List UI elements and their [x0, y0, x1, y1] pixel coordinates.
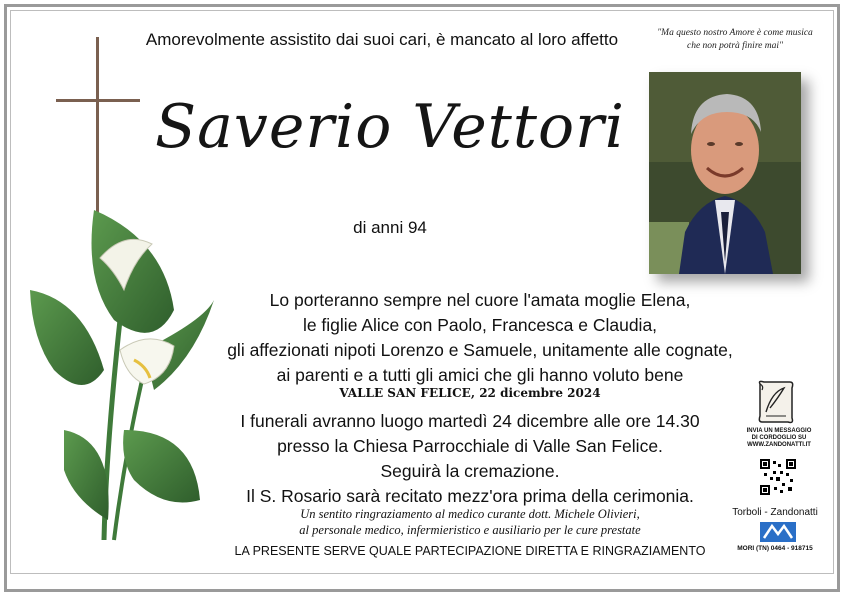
scroll-icon[interactable]: [752, 378, 800, 426]
message-line-2: DI CORDOGLIO SU: [751, 435, 807, 441]
agency-name: Torboli - Zandonatti: [732, 507, 818, 518]
age-text: di anni 94: [353, 218, 427, 237]
funeral-text: [180, 409, 760, 509]
message-line-1: INVIA UN MESSAGGIO: [746, 428, 812, 434]
thanks-line-2: al personale medico, infermieristico e ausiliario per le cure prestate: [299, 523, 641, 537]
quote: [646, 27, 824, 53]
mourners-line-3: gli affezionati nipoti Lorenzo e Samuele, unitamente alle cognate,: [227, 340, 733, 360]
cross-bar: [56, 99, 140, 102]
thanks-line-1: Un sentito ringraziamento al medico curante dott. Michele Olivieri,: [300, 507, 640, 521]
thanks-text: [200, 506, 740, 538]
condolence-message-link[interactable]: [744, 428, 814, 449]
qr-code-icon[interactable]: [760, 459, 796, 495]
quote-line-1: "Ma questo nostro Amore è come musica: [657, 28, 813, 38]
funeral-line-2: presso la Chiesa Parrocchiale di Valle San Felice.: [277, 436, 663, 456]
portrait-photo: [649, 72, 801, 274]
funeral-line-1: I funerali avranno luogo martedì 24 dicembre alle ore 14.30: [240, 411, 700, 431]
footer-text: LA PRESENTE SERVE QUALE PARTECIPAZIONE DIRETTA E RINGRAZIAMENTO: [234, 544, 706, 558]
funeral-line-4: Il S. Rosario sarà recitato mezz'ora prima della cerimonia.: [246, 486, 694, 506]
mourners-line-2: le figlie Alice con Paolo, Francesca e Claudia,: [302, 315, 658, 335]
mourners-text: [190, 288, 770, 388]
funeral-line-3: Seguirà la cremazione.: [380, 461, 560, 481]
mourners-line-4: ai parenti e a tutti gli amici che gli hanno voluto bene: [276, 365, 684, 385]
agency-logo-icon: [758, 520, 798, 544]
place-date: VALLE SAN FELICE, 22 dicembre 2024: [339, 386, 601, 400]
quote-line-2: che non potrà finire mai": [687, 41, 783, 51]
message-line-3: WWW.ZANDONATTI.IT: [747, 442, 811, 448]
intro-text: Amorevolmente assistito dai suoi cari, è mancato al loro affetto: [145, 30, 619, 49]
mourners-line-1: Lo porteranno sempre nel cuore l'amata moglie Elena,: [269, 290, 691, 310]
calla-lily-icon: [24, 200, 224, 560]
deceased-name: Saverio Vettori: [155, 92, 625, 162]
agency-contact: MORI (TN) 0464 - 918715: [737, 545, 813, 552]
